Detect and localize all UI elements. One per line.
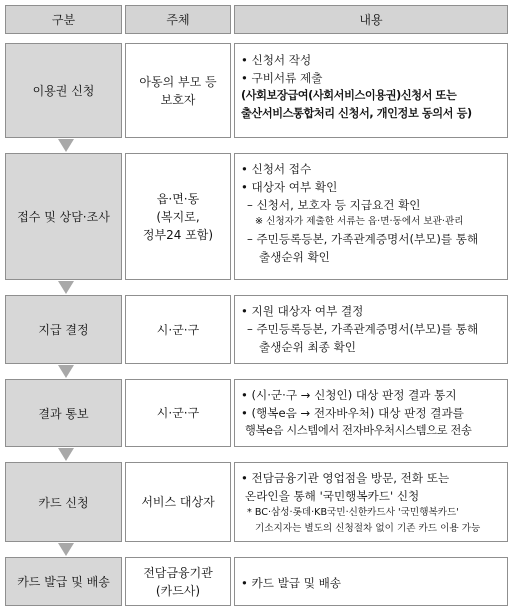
table-row <box>5 462 508 542</box>
entity-cell <box>125 43 231 138</box>
entity-line: (카드사) <box>155 583 201 598</box>
content-line: • (시·군·구 → 신청인) 대상 판정 결과 통지 <box>241 388 457 402</box>
content-line: 행복e음 시스템에서 전자바우처시스템으로 전송 <box>245 424 472 437</box>
content-line: 출생순위 확인 <box>259 250 330 264</box>
entity-line: (복지로, <box>156 209 200 224</box>
table-row <box>5 153 508 280</box>
content-cell <box>234 153 508 280</box>
down-arrow-icon <box>58 448 74 462</box>
content-cell <box>234 462 508 542</box>
entity-line: 보호자 <box>160 92 196 107</box>
content-note: * BC·삼성·롯데·KB국민·신한카드사 '국민행복카드' <box>247 507 459 518</box>
table-header <box>5 5 508 34</box>
stage-label: 카드 신청 <box>5 462 122 542</box>
content-line: • 신청서 작성 <box>241 53 312 67</box>
stage-label: 지급 결정 <box>5 295 122 364</box>
entity-line: 전담금융기관 <box>143 565 213 580</box>
entity-cell <box>125 153 231 280</box>
entity-cell <box>125 462 231 542</box>
content-line: • 지원 대상자 여부 결정 <box>241 304 364 318</box>
content-cell <box>234 379 508 447</box>
content-cell <box>234 557 508 606</box>
entity-cell <box>125 295 231 364</box>
entity-line: 읍·면·동 <box>156 191 200 206</box>
content-line: 온라인을 통해 '국민행복카드' 신청 <box>245 489 420 503</box>
table-row <box>5 379 508 447</box>
table-row <box>5 43 508 138</box>
header-stage: 구분 <box>5 5 122 34</box>
content-line: – 신청서, 보호자 등 지급요건 확인 <box>247 198 421 212</box>
content-cell <box>234 295 508 364</box>
header-entity: 주체 <box>125 5 231 34</box>
entity-line: 서비스 대상자 <box>141 495 215 509</box>
stage-label: 카드 발급 및 배송 <box>5 557 122 606</box>
entity-line: 아동의 부모 등 <box>139 74 217 89</box>
content-line: – 주민등록등본, 가족관계증명서(부모)를 통해 <box>247 232 479 246</box>
content-line: – 주민등록등본, 가족관계증명서(부모)를 통해 <box>247 322 479 336</box>
content-line: • 신청서 접수 <box>241 162 312 176</box>
content-line: 출생순위 최종 확인 <box>259 340 356 354</box>
content-line: • 전담금융기관 영업점을 방문, 전화 또는 <box>241 471 450 485</box>
content-line: • 카드 발급 및 배송 <box>241 575 341 590</box>
entity-cell <box>125 557 231 606</box>
content-note: 기소지자는 별도의 신청절차 없이 기존 카드 이용 가능 <box>255 523 481 534</box>
stage-label: 이용권 신청 <box>5 43 122 138</box>
content-line: 출산서비스통합처리 신청서, 개인정보 동의서 등) <box>241 107 472 120</box>
down-arrow-icon <box>58 281 74 295</box>
content-line: (사회보장급여(사회서비스이용권)신청서 또는 <box>241 89 457 102</box>
entity-line: 시·군·구 <box>156 322 200 337</box>
down-arrow-icon <box>58 543 74 557</box>
table-row <box>5 557 508 606</box>
content-note: ※ 신청자가 제출한 서류는 읍·면·동에서 보관·관리 <box>255 216 464 227</box>
entity-line: 시·군·구 <box>156 406 200 420</box>
entity-cell <box>125 379 231 447</box>
content-line: • 대상자 여부 확인 <box>241 180 338 194</box>
content-cell <box>234 43 508 138</box>
down-arrow-icon <box>58 139 74 153</box>
stage-label: 접수 및 상담·조사 <box>5 153 122 280</box>
entity-line: 정부24 포함) <box>142 227 214 242</box>
content-line: • 구비서류 제출 <box>241 71 323 85</box>
header-content: 내용 <box>234 5 508 34</box>
content-line: • (행복e음 → 전자바우처) 대상 판정 결과를 <box>241 406 464 420</box>
table-row <box>5 295 508 364</box>
stage-label: 결과 통보 <box>5 379 122 447</box>
down-arrow-icon <box>58 365 74 379</box>
